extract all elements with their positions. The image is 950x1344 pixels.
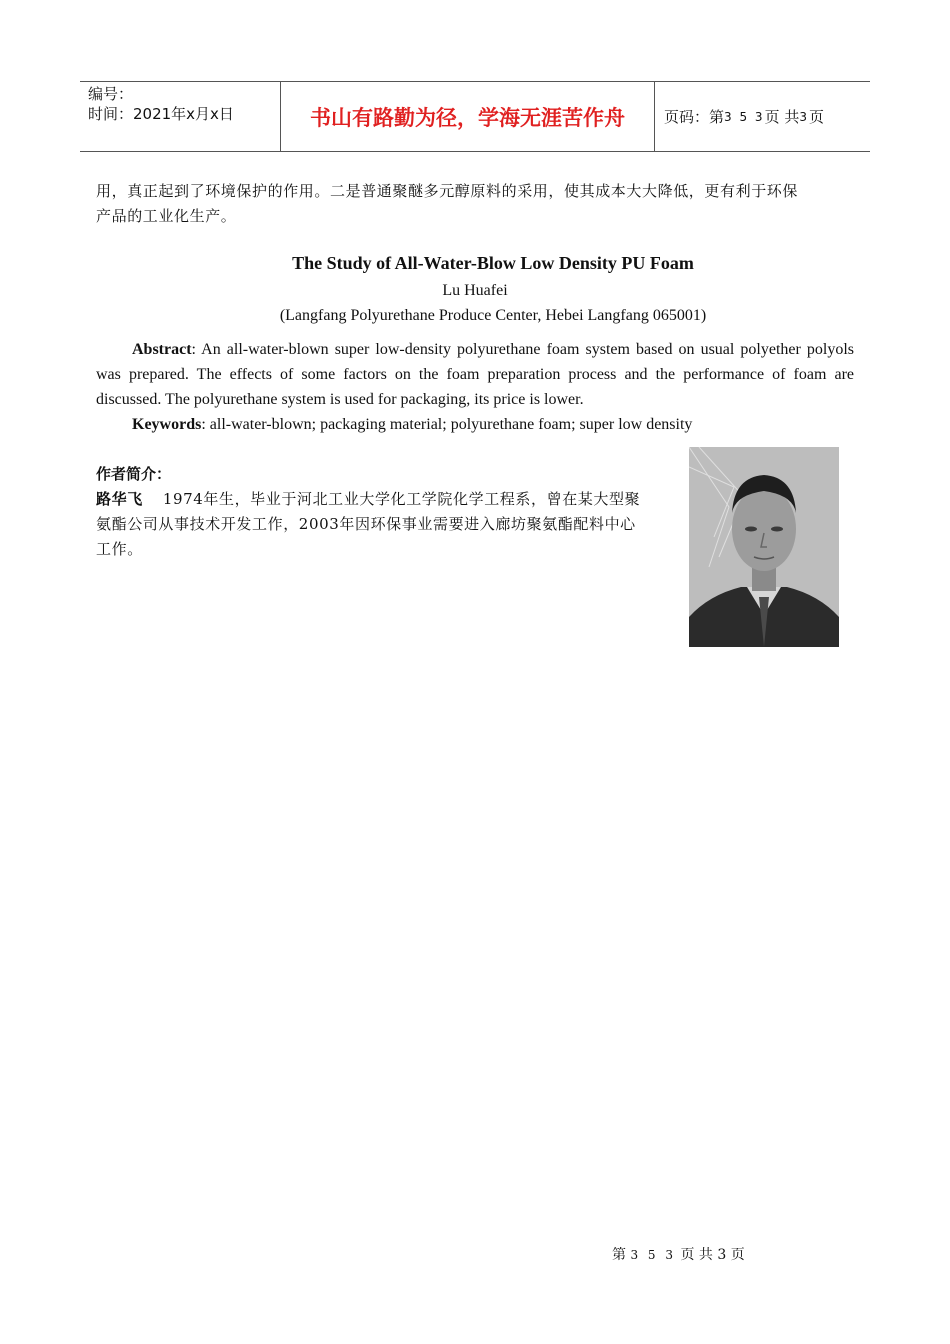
abstract-paragraph (96, 337, 854, 412)
footer-suffix: 页 (730, 1247, 745, 1263)
paragraph-line: 产品的工业化生产。 (96, 207, 237, 225)
footer-prefix: 第 (612, 1247, 626, 1263)
header-motto: 书山有路勤为径，学海无涯苦作舟 (310, 105, 625, 130)
bio-paragraph (96, 487, 690, 562)
time-label: 时间：2021年x月x日 (88, 105, 234, 123)
page-number: 3 5 3 (724, 109, 765, 124)
header-page-info (664, 82, 824, 151)
english-title: The Study of All-Water-Blow Low Density PU Foam (292, 253, 694, 273)
page-prefix: 页码：第 (664, 108, 725, 126)
abstract-label: Abstract (132, 341, 192, 358)
chinese-paragraph (96, 179, 854, 229)
abstract-text: : An all-water-blown super low-density polyurethane foam system based on usual polyether polyols was prepared. The effects of some factors on the foam preparation process and the performance of foam are discussed. The polyurethane system is used for packaging, its price is lower. (96, 341, 854, 408)
keywords-label: Keywords (132, 416, 202, 433)
footer-total: 3 (717, 1247, 727, 1263)
page-mid: 页 共 (764, 108, 800, 126)
bio-line-text: 1974年生，毕业于河北工业大学化工学院化学工程系，曾在某大型聚 (162, 490, 641, 508)
page-suffix: 页 (808, 108, 824, 126)
footer-mid: 页 共 (680, 1247, 713, 1263)
page-total: 3 (799, 109, 809, 124)
english-affiliation: (Langfang Polyurethane Produce Center, Hebei Langfang 065001) (279, 307, 707, 324)
footer-page-number: 3 5 3 (630, 1248, 676, 1262)
bio-line (96, 487, 690, 512)
number-label: 编号： (88, 85, 134, 103)
keywords-paragraph (96, 412, 854, 437)
english-author: Lu Huafei (442, 282, 508, 299)
bio-line: 工作。 (96, 540, 143, 558)
page-footer (612, 1244, 745, 1264)
bio-name: 路华飞 (96, 490, 143, 508)
bio-heading: 作者简介： (96, 465, 172, 483)
bio-line: 氨酯公司从事技术开发工作，2003年因环保事业需要进入廊坊聚氨酯配料中心 (96, 515, 636, 533)
header-divider (654, 82, 655, 151)
page-header (80, 81, 870, 152)
author-photo (689, 447, 839, 647)
keywords-text: : all-water-blown; packaging material; polyurethane foam; super low density (201, 416, 693, 433)
paragraph-line: 用，真正起到了环境保护的作用。二是普通聚醚多元醇原料的采用，使其成本大大降低，更有利于环保 (96, 182, 799, 200)
header-info (88, 84, 278, 124)
